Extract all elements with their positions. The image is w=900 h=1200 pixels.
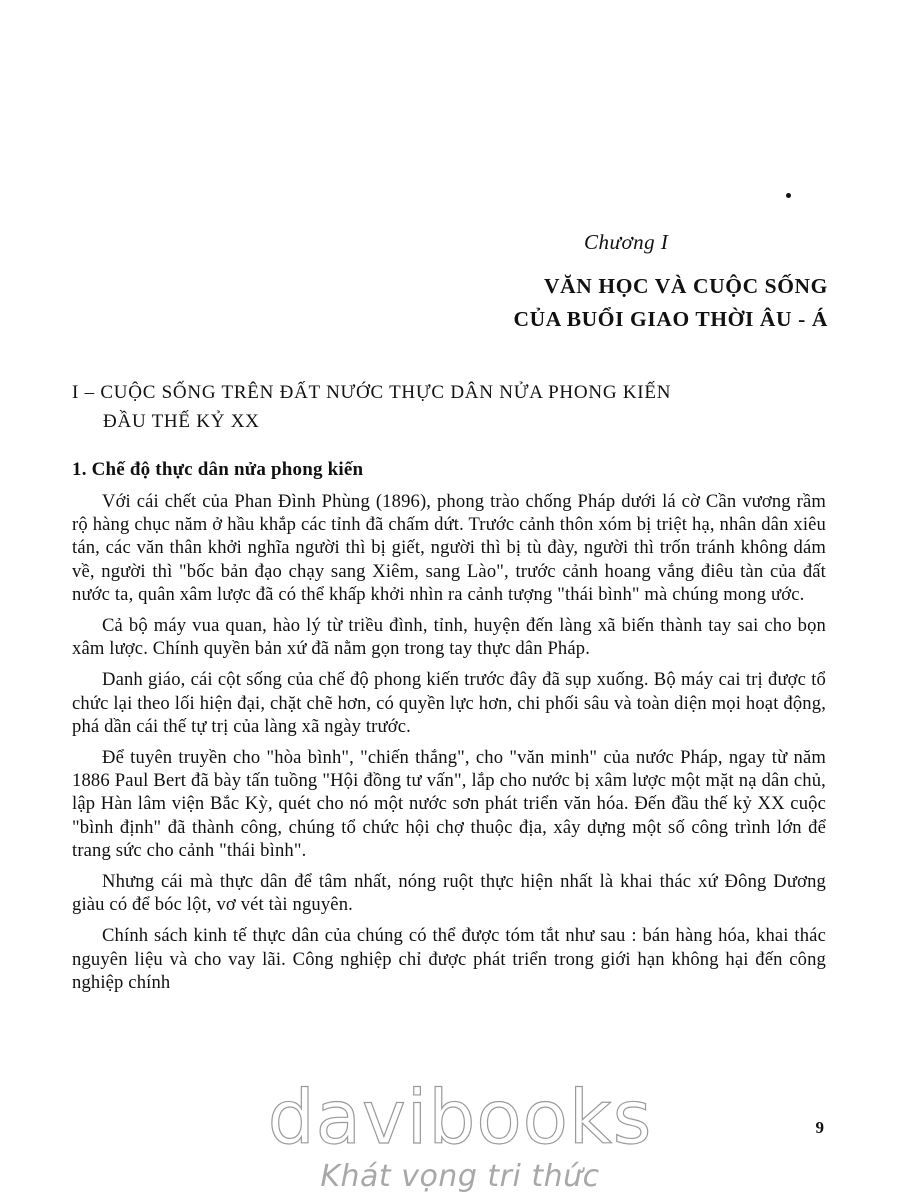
- section-heading-line-1: I – CUỘC SỐNG TRÊN ĐẤT NƯỚC THỰC DÂN NỬA PHONG KIẾN: [72, 382, 672, 403]
- watermark-slogan: Khát vọng tri thức: [320, 1159, 600, 1194]
- print-speck: [786, 193, 791, 198]
- watermark-brand: davibooks: [267, 1075, 653, 1161]
- chapter-title-line-2: CỦA BUỔI GIAO THỜI ÂU - Á: [513, 307, 828, 331]
- publisher-watermark: [250, 1076, 670, 1194]
- chapter-title-line-1: VĂN HỌC VÀ CUỘC SỐNG: [544, 274, 828, 298]
- body-text: [72, 490, 826, 1002]
- chapter-label: Chương I: [584, 230, 669, 254]
- paragraph: Danh giáo, cái cột sống của chế độ phong kiến trước đây đã sụp xuống. Bộ máy cai trị được tổ chức lại theo lối hiện đại, chặt chẽ hơn, có quyền lực hơn, chi phối sâu và toàn diện mọi hoạt động, phá dần cái thế tự trị của làng xã ngày trước.: [72, 669, 826, 737]
- paragraph: Để tuyên truyền cho "hòa bình", "chiến thắng", cho "văn minh" của nước Pháp, ngay từ năm 1886 Paul Bert đã bày tấn tuồng "Hội đồng tư vấn", lắp cho nước bị xâm lược một mặt nạ dân chủ, lập Hàn lâm viện Bắc Kỳ, quét cho nó một nước sơn phát triển văn hóa. Đến đầu thế kỷ XX cuộc "bình định" đã thành công, chúng tổ chức hội chợ thuộc địa, xây dựng một số công trình lớn để trang sức cho cảnh "thái bình".: [72, 747, 826, 861]
- chapter-title: [514, 270, 828, 336]
- subsection-heading: 1. Chế độ thực dân nửa phong kiến: [72, 459, 364, 480]
- paragraph: Với cái chết của Phan Đình Phùng (1896), phong trào chống Pháp dưới lá cờ Cần vương rầm rộ hàng chục năm ở hầu khắp các tỉnh đã chấm dứt. Trước cảnh thôn xóm bị triệt hạ, nhân dân xiêu tán, các văn thân khởi nghĩa người thì bị giết, người thì bị tù đày, người thì trốn tránh không dám về, người thì "bốc bản đạo chạy sang Xiêm, sang Lào", trước cảnh hoang vắng điêu tàn của đất nước ta, quân xâm lược đã có thể khấp khởi nhìn ra cảnh tượng "thái bình" mà chúng mong ước.: [72, 491, 826, 605]
- section-heading-line-2: ĐẦU THẾ KỶ XX: [103, 411, 260, 432]
- page-number: 9: [815, 1118, 824, 1137]
- paragraph: Cả bộ máy vua quan, hào lý từ triều đình, tỉnh, huyện đến làng xã biến thành tay sai cho bọn xâm lược. Chính quyền bản xứ đã nằm gọn trong tay thực dân Pháp.: [72, 615, 826, 660]
- section-heading: [72, 378, 832, 436]
- paragraph: Chính sách kinh tế thực dân của chúng có thể được tóm tắt như sau : bán hàng hóa, khai thác nguyên liệu và cho vay lãi. Công nghiệp chỉ được phát triển trong giới hạn không hại đến công nghiệp chính: [72, 925, 826, 993]
- paragraph: Nhưng cái mà thực dân để tâm nhất, nóng ruột thực hiện nhất là khai thác xứ Đông Dương giàu có để bóc lột, vơ vét tài nguyên.: [72, 871, 826, 916]
